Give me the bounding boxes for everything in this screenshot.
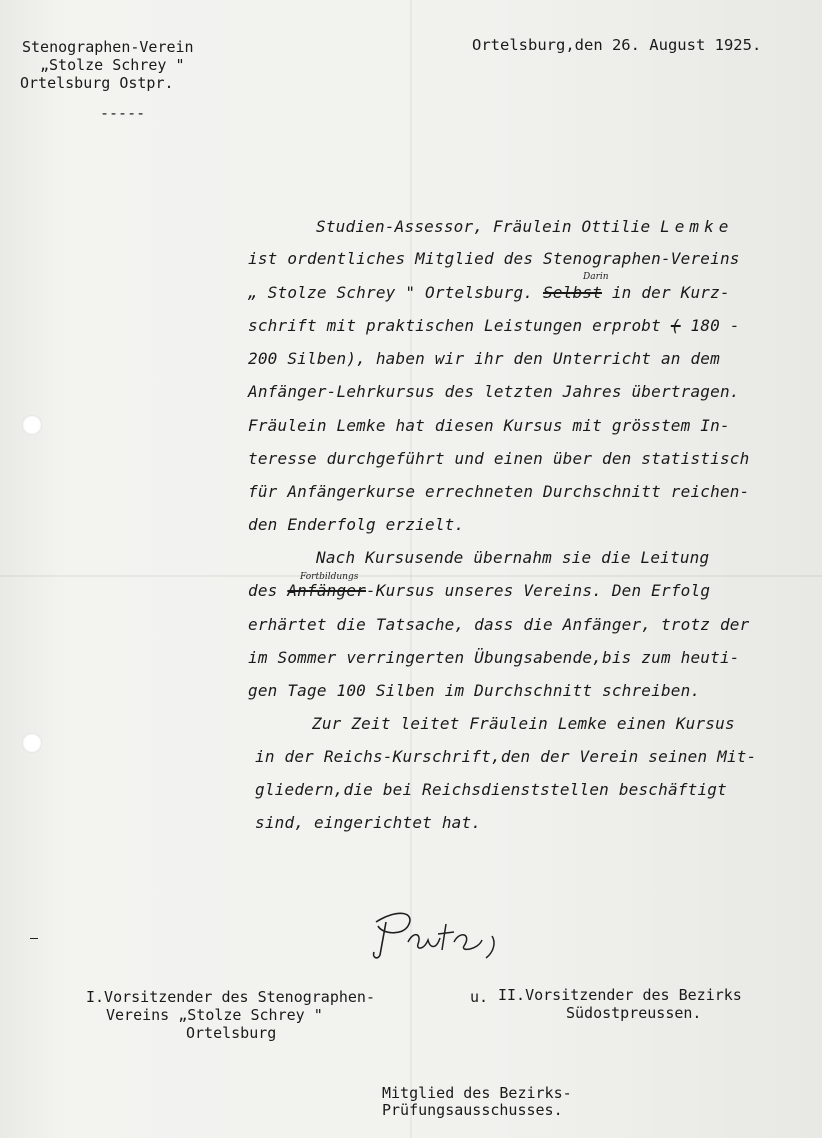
letterhead-city: Ortelsburg Ostpr. bbox=[20, 74, 174, 92]
punch-hole bbox=[22, 733, 42, 753]
body-line: gliedern,die bei Reichsdienststellen beschäftigt bbox=[255, 780, 727, 799]
signatory-title: Prüfungsausschusses. bbox=[382, 1101, 563, 1119]
handwritten-insertion: Fortbildungs bbox=[300, 572, 359, 582]
signatory-title: Südostpreussen. bbox=[566, 1004, 702, 1022]
dateline: Ortelsburg,den 26. August 1925. bbox=[472, 36, 762, 54]
body-line: sind, eingerichtet hat. bbox=[255, 813, 482, 832]
body-line: teresse durchgeführt und einen über den statistisch bbox=[248, 449, 750, 468]
signatory-title: Vereins „Stolze Schrey " bbox=[106, 1006, 323, 1024]
body-line: gen Tage 100 Silben im Durchschnitt schreiben. bbox=[248, 681, 701, 700]
punch-hole bbox=[22, 415, 42, 435]
body-line: ist ordentliches Mitglied des Stenographen-Vereins bbox=[248, 249, 740, 268]
body-line: Nach Kursusende übernahm sie die Leitung bbox=[316, 548, 710, 567]
handwritten-insertion: Darin bbox=[583, 272, 609, 282]
body-line: in der Reichs-Kurschrift,den der Verein seinen Mit- bbox=[255, 747, 757, 766]
body-line: des Anfänger-Kursus unseres Vereins. Den Erfolg bbox=[248, 581, 711, 600]
body-line: im Sommer verringerten Übungsabende,bis zum heuti- bbox=[248, 648, 740, 667]
body-line: 200 Silben), haben wir ihr den Unterricht an dem bbox=[248, 349, 720, 368]
body-line: den Enderfolg erzielt. bbox=[248, 515, 465, 534]
signatory-joiner: u. bbox=[470, 988, 489, 1006]
body-line: erhärtet die Tatsache, dass die Anfänger, trotz der bbox=[248, 615, 750, 634]
name-spaced: Lemke bbox=[660, 217, 734, 236]
letterhead-rule: ----- bbox=[100, 104, 146, 122]
handwritten-signature bbox=[368, 900, 508, 970]
signatory-title: Ortelsburg bbox=[186, 1024, 277, 1042]
letterhead-org: Stenographen-Verein bbox=[22, 38, 194, 56]
signatory-title: Mitglied des Bezirks- bbox=[382, 1084, 572, 1102]
body-line: schrift mit praktischen Leistungen erprobt ( 180 - bbox=[248, 316, 740, 335]
body-line: Anfänger-Lehrkursus des letzten Jahres übertragen. bbox=[248, 382, 740, 401]
body-line: Zur Zeit leitet Fräulein Lemke einen Kursus bbox=[312, 714, 735, 733]
signatory-title: I.Vorsitzender des Stenographen- bbox=[86, 988, 375, 1006]
body-line: Studien-Assessor, Fräulein Ottilie Lemke bbox=[316, 217, 734, 236]
body-line: für Anfängerkurse errechneten Durchschnitt reichen- bbox=[248, 482, 750, 501]
margin-mark bbox=[30, 938, 38, 939]
body-line: Fräulein Lemke hat diesen Kursus mit grösstem In- bbox=[248, 416, 730, 435]
body-line: „ Stolze Schrey " Ortelsburg. Selbst in der Kurz- bbox=[248, 283, 730, 302]
letterhead-org-name: „Stolze Schrey " bbox=[40, 56, 185, 74]
signatory-title: II.Vorsitzender des Bezirks bbox=[498, 986, 742, 1004]
